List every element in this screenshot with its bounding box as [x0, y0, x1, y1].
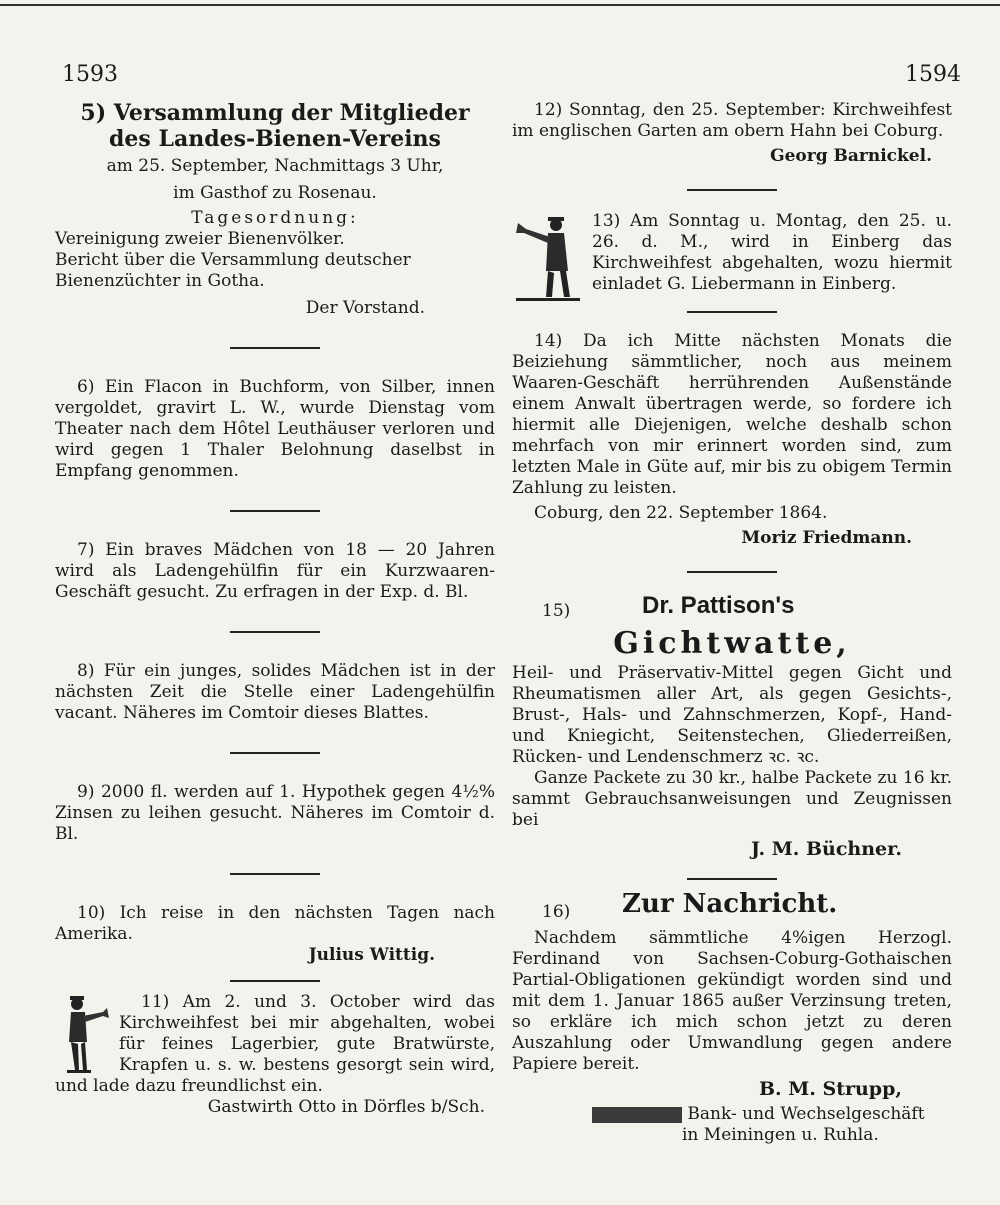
ad-15-signer: J. M. Büchner. [750, 838, 902, 860]
ad-15-product: Gichtwatte, [613, 626, 851, 661]
ad-15-text: Heil- und Präservativ-Mittel gegen Gicht und Rheumatismen aller Art, als gegen Gesichts-, Brust-, Hals- und Zahnschmerzen, Kopf-, Hand- und Kniegicht, Seitenstechen, Gliederreißen, Rücken- und Lendenschmerz ꝛc. ꝛc. [512, 663, 952, 767]
ad-16 [512, 889, 952, 1146]
separator-rule [687, 878, 777, 880]
trumpeter-woodcut-icon [55, 994, 113, 1076]
ad-14 [512, 331, 952, 549]
ad-5-agenda-label: Tagesordnung: [191, 208, 359, 228]
ad-5-date: am 25. September, Nachmittags 3 Uhr, [106, 156, 444, 176]
ad-15 [512, 592, 952, 860]
ad-5 [55, 100, 495, 319]
separator-rule [687, 311, 777, 313]
ad-7-text: 7) Ein braves Mädchen von 18 — 20 Jahren wird als Ladengehülfin für ein Kurzwaaren-Geschäft gesucht. Zu erfragen in der Exp. d. Bl. [55, 540, 495, 602]
ad-14-dateline: Coburg, den 22. September 1864. [534, 503, 828, 523]
ad-14-signer: Moriz Friedmann. [741, 528, 912, 548]
top-border-line [0, 4, 1000, 6]
separator-rule [230, 752, 320, 754]
ad-7 [55, 540, 495, 603]
ad-5-title-line1: 5) Versammlung der Mitglieder [80, 100, 470, 126]
ad-6-text: 6) Ein Flacon in Buchform, von Silber, innen vergoldet, gravirt L. W., wurde Dienstag vom Theater nach dem Hôtel Leuthäuser verloren und wird gegen 1 Thaler Belohnung daselbst in Empfang genommen. [55, 377, 495, 481]
separator-rule [230, 347, 320, 349]
ad-16-location: in Meiningen u. Ruhla. [682, 1125, 879, 1145]
ad-16-number: 16) [542, 902, 571, 922]
ad-12 [512, 100, 952, 167]
ad-15-number: 15) [542, 601, 571, 621]
ad-11 [55, 992, 495, 1118]
separator-rule [687, 189, 777, 191]
page-number-right: 1594 [905, 62, 961, 87]
ad-13 [512, 211, 952, 295]
separator-rule [230, 510, 320, 512]
separator-rule [687, 571, 777, 573]
separator-rule [230, 980, 320, 982]
ink-stamp-mark [592, 1107, 682, 1123]
ad-10-signer: Julius Wittig. [308, 945, 435, 965]
ad-5-signer: Der Vorstand. [305, 298, 425, 318]
ad-5-item-2: Bericht über die Versammlung deutscher Bienenzüchter in Gotha. [55, 250, 411, 291]
ad-5-title-line2: des Landes-Bienen-Vereins [109, 126, 441, 152]
ad-9 [55, 782, 495, 845]
trumpeter-woodcut-icon [512, 215, 584, 303]
ad-5-item-1: Vereinigung zweier Bienenvölker. [55, 229, 345, 249]
ad-16-text: Nachdem sämmtliche 4%igen Herzogl. Ferdinand von Sachsen-Coburg-Gothaischen Partial-Obligationen gekündigt worden sind und mit dem 1. Januar 1865 außer Verzinsung treten, so erkläre ich mich schon jetzt zu deren Auszahlung oder Umwandlung gegen andere Papiere bereit. [512, 928, 952, 1074]
ad-9-text: 9) 2000 fl. werden auf 1. Hypothek gegen 4½% Zinsen zu leihen gesucht. Näheres im Comtoir d. Bl. [55, 782, 495, 844]
ad-15-name: Dr. Pattison's [642, 592, 795, 619]
ad-8-text: 8) Für ein junges, solides Mädchen ist in der nächsten Zeit die Stelle einer Ladengehülfin vacant. Näheres im Comtoir dieses Blattes. [55, 661, 495, 723]
ad-13-text: 13) Am Sonntag u. Montag, den 25. u. 26. d. M., wird in Einberg das Kirchweihfest abgehalten, wozu hiermit einladet G. Liebermann in Einberg. [592, 211, 952, 294]
ad-16-firm: Bank- und Wechselgeschäft [687, 1104, 925, 1124]
ad-12-signer: Georg Barnickel. [770, 146, 932, 166]
page-number-left: 1593 [62, 62, 118, 87]
ad-10 [55, 903, 495, 966]
ad-11-text: 11) Am 2. und 3. October wird das Kirchweihfest bei mir abgehalten, wobei für feines Lagerbier, gute Bratwürste, Krapfen u. s. w. bestens gesorgt sein wird, und lade dazu freundlichst ein. [55, 992, 495, 1096]
ad-11-signer: Gastwirth Otto in Dörfles b/Sch. [207, 1097, 485, 1117]
ad-10-text: 10) Ich reise in den nächsten Tagen nach Amerika. [55, 903, 495, 944]
ad-6 [55, 377, 495, 482]
right-column [512, 100, 952, 1146]
ad-12-text: 12) Sonntag, den 25. September: Kirchweihfest im englischen Garten am obern Hahn bei Coburg. [512, 100, 952, 141]
separator-rule [230, 873, 320, 875]
ad-16-title: Zur Nachricht. [622, 889, 838, 919]
ad-15-text-2: Ganze Packete zu 30 kr., halbe Packete zu 16 kr. sammt Gebrauchsanweisungen und Zeugnissen bei [512, 768, 952, 830]
ad-8 [55, 661, 495, 724]
ad-5-place: im Gasthof zu Rosenau. [173, 183, 377, 203]
left-column [55, 100, 495, 1118]
ad-16-signer: B. M. Strupp, [758, 1078, 902, 1100]
ad-14-text: 14) Da ich Mitte nächsten Monats die Beiziehung sämmtlicher, noch aus meinem Waaren-Geschäft herrührenden Außenstände einem Anwalt übertragen werde, so fordere ich hiermit alle Diejenigen, welche deshalb schon mehrfach von mir erinnert worden sind, zum letzten Male in Güte auf, mir bis zu obigem Termin Zahlung zu leisten. [512, 331, 952, 498]
separator-rule [230, 631, 320, 633]
